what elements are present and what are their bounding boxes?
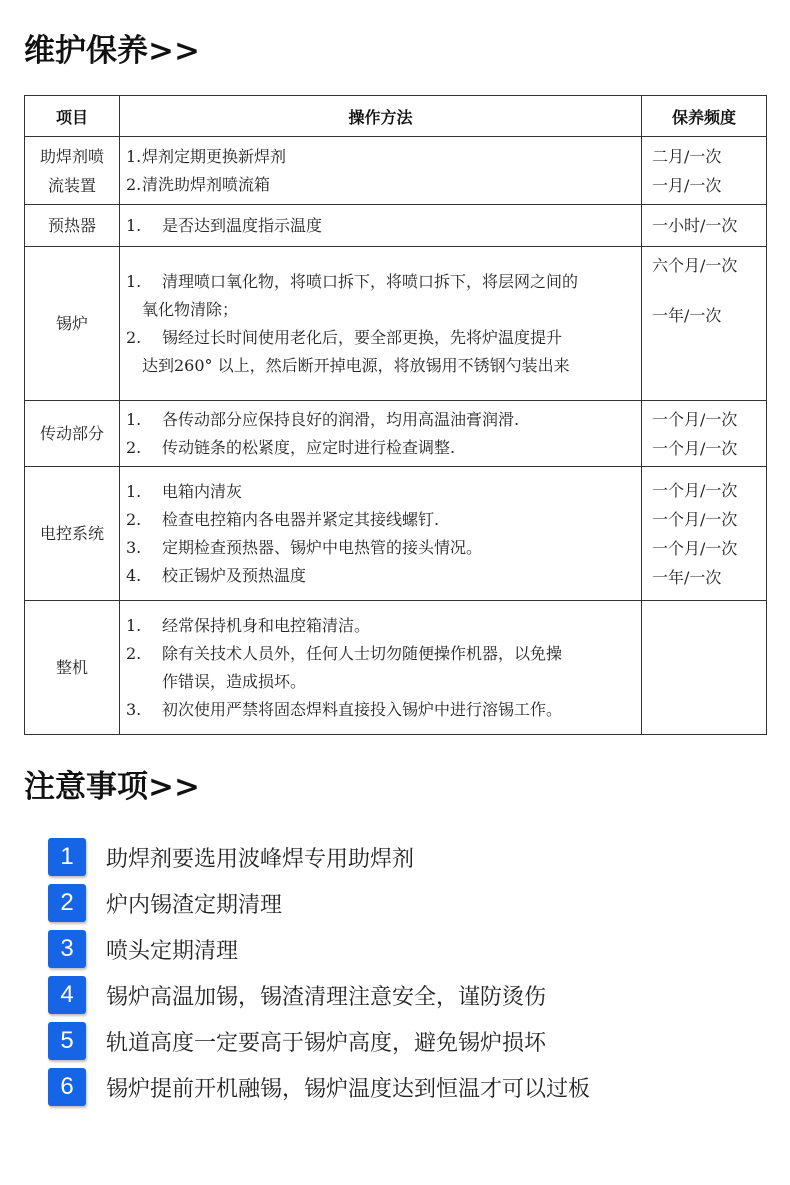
step-text: 检查电控箱内各电器并紧定其接线螺钉. — [162, 509, 440, 529]
row-frequency-cell — [642, 205, 767, 247]
step-number: 2. — [126, 327, 142, 347]
step-text: 各传动部分应保持良好的润滑，均用高温油膏润滑. — [162, 409, 520, 429]
step-text: 氧化物清除； — [142, 299, 239, 319]
list-item — [48, 834, 590, 880]
number-badge: 2 — [48, 884, 86, 922]
notes-list — [48, 834, 590, 1110]
step-number: 1. — [126, 215, 142, 235]
frequency-value: 一个月/一次 — [652, 538, 738, 558]
row-item-cell — [25, 205, 120, 247]
note-text: 助焊剂要选用波峰焊专用助焊剂 — [106, 846, 415, 872]
step-text: 除有关技术人员外，任何人士切勿随便操作机器，以免操 — [162, 643, 563, 663]
step-text: 焊剂定期更换新焊剂 — [142, 146, 287, 166]
note-text: 炉内锡渣定期清理 — [106, 892, 283, 918]
table-row — [25, 467, 767, 601]
note-text: 喷头定期清理 — [106, 938, 239, 964]
frequency-value: 一个月/一次 — [652, 509, 738, 529]
row-operations-cell — [120, 467, 642, 601]
row-item-cell — [25, 401, 120, 467]
step-text: 达到260° 以上，然后断开掉电源，将放锡用不锈钢勺装出来 — [142, 355, 570, 375]
item-label-line: 整机 — [55, 658, 88, 677]
step-number: 2. — [126, 509, 142, 529]
header-operation-method: 操作方法 — [120, 96, 642, 137]
operation-step — [126, 612, 635, 640]
number-badge: 5 — [48, 1022, 86, 1060]
step-text: 初次使用严禁将固态焊料直接投入锡炉中进行溶锡工作。 — [162, 699, 563, 719]
row-operations-cell — [120, 401, 642, 467]
row-item-cell — [25, 601, 120, 735]
frequency-value: 二月/一次 — [652, 146, 722, 166]
item-label-line: 助焊剂喷 — [39, 146, 104, 166]
frequency-value: 六个月/一次 — [652, 256, 738, 275]
row-frequency-cell — [642, 467, 767, 601]
row-operations-cell — [120, 137, 642, 205]
operation-step — [126, 171, 635, 199]
row-operations-cell — [120, 601, 642, 735]
step-text: 作错误，造成损坏。 — [162, 671, 307, 691]
operation-step — [126, 506, 635, 534]
step-text: 锡经过长时间使用老化后，要全部更换，先将炉温度提升 — [162, 327, 563, 347]
table-row — [25, 601, 767, 735]
list-item — [48, 880, 590, 926]
row-operations-cell — [120, 247, 642, 401]
row-item-cell — [25, 467, 120, 601]
operation-step — [126, 268, 635, 296]
maintenance-section-title: 维护保养>> — [24, 33, 200, 69]
item-label-line: 预热器 — [47, 216, 96, 235]
operation-step-continuation — [126, 296, 635, 324]
frequency-value: 一个月/一次 — [652, 480, 738, 500]
frequency-value: 一小时/一次 — [652, 216, 738, 235]
table-row — [25, 401, 767, 467]
notes-section-title: 注意事项>> — [24, 769, 200, 805]
step-number: 1. — [126, 271, 142, 291]
row-frequency-cell — [642, 247, 767, 401]
item-label-line: 流装置 — [47, 175, 96, 195]
note-text: 锡炉高温加锡，锡渣清理注意安全，谨防烫伤 — [106, 984, 547, 1010]
row-frequency-cell — [642, 401, 767, 467]
list-item — [48, 972, 590, 1018]
number-badge: 4 — [48, 976, 86, 1014]
item-label-line: 锡炉 — [55, 314, 88, 333]
operation-step-continuation — [126, 352, 635, 380]
step-number: 1. — [126, 409, 142, 429]
step-text: 电箱内清灰 — [162, 481, 243, 501]
operation-step — [126, 478, 635, 506]
note-text: 轨道高度一定要高于锡炉高度，避免锡炉损坏 — [106, 1030, 547, 1056]
step-number: 2. — [126, 643, 142, 663]
maintenance-table — [24, 95, 767, 735]
step-text: 清洗助焊剂喷流箱 — [142, 174, 271, 194]
note-text: 锡炉提前开机融锡，锡炉温度达到恒温才可以过板 — [106, 1076, 591, 1102]
table-row — [25, 137, 767, 205]
step-number: 2. — [126, 437, 142, 457]
operation-step — [126, 562, 635, 590]
number-badge: 3 — [48, 930, 86, 968]
step-number: 3. — [126, 537, 142, 557]
number-badge: 1 — [48, 838, 86, 876]
row-item-cell — [25, 137, 120, 205]
operation-step — [126, 406, 635, 434]
header-maintenance-frequency: 保养频度 — [642, 96, 767, 137]
frequency-value: 一个月/一次 — [652, 409, 738, 429]
step-number: 2. — [126, 174, 142, 194]
step-text: 是否达到温度指示温度 — [162, 215, 323, 235]
operation-step — [126, 696, 635, 724]
step-text: 经常保持机身和电控箱清洁。 — [162, 615, 371, 635]
step-text: 清理喷口氧化物，将喷口拆下，将喷口拆下，将层网之间的 — [162, 271, 579, 291]
operation-step — [126, 324, 635, 352]
row-item-cell — [25, 247, 120, 401]
row-frequency-cell — [642, 601, 767, 735]
operation-step-continuation — [126, 668, 635, 696]
header-item: 项目 — [25, 96, 120, 137]
list-item — [48, 926, 590, 972]
step-text: 定期检查预热器、锡炉中电热管的接头情况。 — [162, 537, 483, 557]
step-number: 1. — [126, 481, 142, 501]
table-row — [25, 247, 767, 401]
step-text: 传动链条的松紧度，应定时进行检查调整. — [162, 437, 456, 457]
table-row — [25, 205, 767, 247]
frequency-value: 一年/一次 — [652, 567, 722, 587]
step-number: 1. — [126, 615, 142, 635]
list-item — [48, 1064, 590, 1110]
step-number: 4. — [126, 565, 142, 585]
row-operations-cell — [120, 205, 642, 247]
step-text: 校正锡炉及预热温度 — [162, 565, 307, 585]
operation-step — [126, 434, 635, 462]
operation-step — [126, 534, 635, 562]
item-label-line: 传动部分 — [39, 424, 104, 443]
operation-step — [126, 143, 635, 171]
table-header-row — [25, 96, 767, 137]
step-number: 1. — [126, 146, 142, 166]
row-frequency-cell — [642, 137, 767, 205]
step-number: 3. — [126, 699, 142, 719]
frequency-value: 一月/一次 — [652, 175, 722, 195]
number-badge: 6 — [48, 1068, 86, 1106]
frequency-value: 一个月/一次 — [652, 438, 738, 458]
list-item — [48, 1018, 590, 1064]
operation-step — [126, 640, 635, 668]
item-label-line: 电控系统 — [39, 524, 104, 543]
frequency-value: 一年/一次 — [652, 306, 722, 325]
operation-step — [126, 212, 635, 240]
